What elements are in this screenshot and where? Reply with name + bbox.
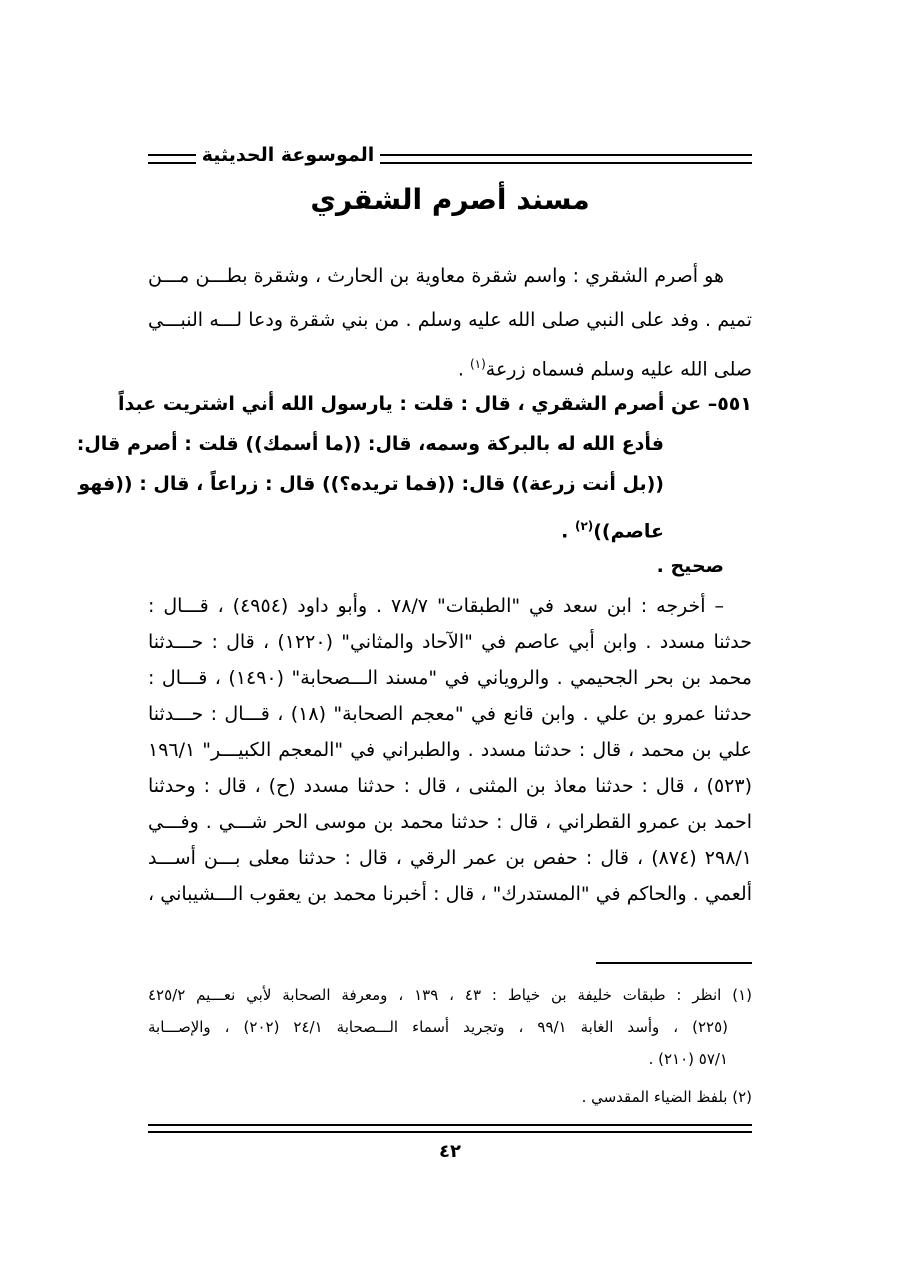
- takhrij-line-2: حدثنا مسدد . وابن أبي عاصم في "الآحاد والمثاني" (١٢٢٠) ، قال : حـــدثنا: [148, 631, 753, 653]
- hadith-line-4-text: عاصم)): [593, 520, 664, 543]
- intro-line-3-text: صلى الله عليه وسلم فسماه زرعة: [485, 358, 752, 381]
- takhrij-line-8: ٢٩٨/١ (٨٧٤) ، قال : حفص بن عمر الرقي ، قال : حدثنا معلى بـــن أســـد: [148, 847, 753, 869]
- intro-line-3: [148, 344, 752, 389]
- footnote-ref-2: (٢): [574, 519, 594, 533]
- hadith-line-4-end: .: [561, 520, 575, 543]
- footnote-ref-1: (١): [469, 357, 486, 371]
- page-number: ٤٢: [439, 1141, 461, 1162]
- footnote-1-line-1: (١) انظر : طبقات خليفة بن خياط : ٤٣ ، ١٣٩ ، ومعرفة الصحابة لأبي نعـــيم ٤٢٥/٢: [148, 986, 752, 1004]
- intro-line-1: هو أصرم الشقري : واسم شقرة معاوية بن الحارث ، وشقرة بطـــن مـــن: [148, 265, 724, 287]
- footnote-1-line-3: ٥٧/١ (٢١٠) .: [648, 1050, 728, 1068]
- takhrij-line-6: (٥٢٣) ، قال : حدثنا معاذ بن المثنى ، قال : حدثنا مسدد (ح) ، قال : وحدثنا: [148, 775, 752, 797]
- footer-rule: [148, 1124, 752, 1133]
- header-rule-left: [148, 154, 196, 164]
- takhrij-line-9: ألعمي . والحاكم في "المستدرك" ، قال : أخبرنا محمد بن يعقوب الـــشيباني ،: [148, 883, 752, 905]
- intro-line-2: تميم . وفد على النبي صلى الله عليه وسلم . من بني شقرة ودعا لـــه النبـــي: [148, 309, 752, 331]
- intro-line-3-end: .: [457, 358, 470, 381]
- takhrij-line-7: احمد بن عمرو القطراني ، قال : حدثنا محمد بن موسى الحر شـــي . وفـــي: [148, 811, 752, 833]
- hadith-line-1: ٥٥١– عن أصرم الشقري ، قال : قلت : يارسول الله أني اشتريت عبداً: [118, 393, 752, 415]
- running-title: الموسوعة الحديثية: [201, 144, 375, 166]
- takhrij-line-3: محمد بن بحر الجحيمي . والروياني في "مسند الـــصحابة" (١٤٩٠) ، قـــال :: [148, 667, 752, 689]
- header-rule-right: [380, 154, 752, 164]
- hadith-grade: صحيح .: [656, 555, 724, 577]
- hadith-line-2: فأدع الله له بالبركة وسمه، قال: ((ما أسمك)) قلت : أصرم قال:: [76, 433, 664, 455]
- hadith-line-3: ((بل أنت زرعة)) قال: ((فما تريده؟)) قال : زراعاً ، قال : ((فهو: [78, 473, 664, 495]
- takhrij-line-4: حدثنا عمرو بن علي . وابن قانع في "معجم الصحابة" (١٨) ، قـــال : حـــدثنا: [148, 703, 752, 725]
- footnote-1-line-2: (٢٢٥) ، وأسد الغابة ٩٩/١ ، وتجريد أسماء الـــصحابة ٢٤/١ (٢٠٢) ، والإصـــابة: [148, 1018, 728, 1036]
- hadith-line-4: [148, 506, 664, 551]
- footnote-2: (٢) بلفظ الضياء المقدسي .: [581, 1088, 752, 1106]
- section-title: مسند أصرم الشقري: [310, 183, 590, 216]
- footnote-rule: [596, 962, 752, 964]
- takhrij-line-1: – أخرجه : ابن سعد في "الطبقات" ٧٨/٧ . وأبو داود (٤٩٥٤) ، قـــال :: [148, 595, 724, 617]
- takhrij-line-5: علي بن محمد ، قال : حدثنا مسدد . والطبراني في "المعجم الكبيـــر" ١٩٦/١: [148, 739, 752, 761]
